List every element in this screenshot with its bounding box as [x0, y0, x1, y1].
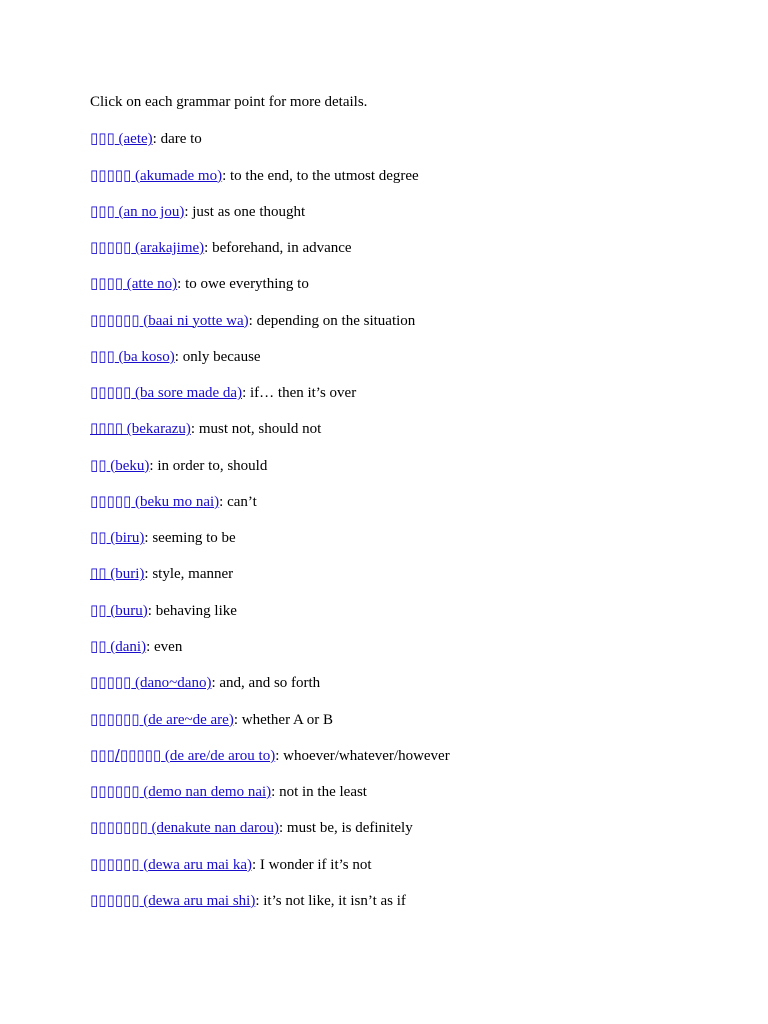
grammar-point-meaning: seeming to be — [152, 530, 236, 547]
grammar-point-meaning: dare to — [160, 131, 202, 148]
grammar-point-japanese: ▯▯▯▯▯ — [90, 491, 132, 510]
grammar-point-romaji: (dewa aru mai ka) — [143, 856, 252, 873]
grammar-point-link[interactable] — [90, 890, 256, 909]
grammar-point-item — [90, 273, 730, 293]
grammar-point-link[interactable] — [90, 820, 279, 836]
grammar-point-romaji: (buru) — [110, 602, 148, 619]
grammar-point-japanese: ▯▯ — [90, 528, 107, 547]
grammar-point-item — [90, 854, 730, 874]
grammar-point-romaji: (akumade mo) — [135, 167, 223, 184]
grammar-point-link[interactable] — [90, 455, 150, 474]
grammar-point-separator: : — [211, 675, 220, 692]
grammar-point-separator: : — [190, 421, 199, 438]
grammar-point-romaji: (dewa aru mai shi) — [143, 892, 256, 909]
grammar-point-meaning: whether A or B — [241, 711, 333, 728]
grammar-point-separator: : — [146, 638, 155, 655]
grammar-point-item — [90, 745, 730, 765]
grammar-point-separator: : — [222, 167, 231, 184]
grammar-point-separator: : — [275, 747, 284, 764]
grammar-point-separator: : — [149, 457, 158, 474]
grammar-point-japanese: ▯▯▯▯▯ — [90, 383, 132, 402]
grammar-point-item — [90, 237, 730, 257]
grammar-point-meaning: beforehand, in advance — [212, 240, 352, 257]
grammar-point-meaning: must not, should not — [198, 421, 322, 438]
grammar-point-separator: : — [271, 784, 280, 801]
grammar-point-romaji: (ba sore made da) — [135, 385, 243, 402]
grammar-point-item — [90, 527, 730, 547]
grammar-point-item — [90, 201, 730, 221]
grammar-point-meaning: to the end, to the utmost degree — [230, 167, 419, 184]
grammar-point-link[interactable] — [90, 131, 153, 147]
grammar-point-separator: : — [144, 530, 153, 547]
grammar-point-link[interactable] — [90, 675, 211, 691]
grammar-point-romaji: (arakajime) — [135, 240, 205, 257]
grammar-point-separator: : — [251, 856, 260, 873]
grammar-point-romaji: (baai ni yotte wa) — [143, 312, 249, 329]
grammar-point-japanese: ▯▯▯▯▯ — [90, 238, 132, 257]
grammar-point-romaji: (beku) — [110, 457, 150, 474]
grammar-point-meaning: not in the least — [279, 784, 367, 801]
intro-text: Click on each grammar point for more details. — [90, 94, 368, 110]
grammar-point-separator: : — [204, 240, 213, 257]
grammar-point-japanese: ▯▯▯▯▯▯ — [90, 310, 140, 329]
grammar-point-japanese: ▯▯ — [90, 564, 107, 583]
grammar-point-separator: : — [242, 385, 250, 402]
grammar-point-romaji: (an no jou) — [118, 203, 185, 220]
grammar-point-separator: : — [184, 203, 193, 220]
grammar-point-item — [90, 346, 730, 366]
grammar-point-romaji: (denakute nan darou) — [151, 820, 279, 837]
grammar-point-romaji: (beku mo nai) — [135, 493, 220, 510]
grammar-point-meaning: can’t — [227, 493, 257, 510]
grammar-point-separator: : — [255, 892, 264, 909]
grammar-point-separator: : — [174, 348, 183, 365]
grammar-point-item — [90, 165, 730, 185]
grammar-point-item — [90, 781, 730, 801]
grammar-point-link[interactable] — [90, 201, 185, 220]
grammar-point-link[interactable] — [90, 566, 144, 582]
grammar-point-japanese: ▯▯▯▯▯▯ — [90, 890, 140, 909]
grammar-point-meaning: behaving like — [155, 602, 237, 619]
grammar-point-link[interactable] — [90, 745, 276, 764]
grammar-point-meaning: style, manner — [152, 566, 234, 583]
grammar-point-japanese: ▯▯ — [90, 600, 107, 619]
grammar-point-japanese: ▯▯▯▯▯▯ — [90, 854, 140, 873]
grammar-point-separator: : — [144, 566, 153, 583]
grammar-point-romaji: (buri) — [110, 566, 145, 583]
grammar-point-item — [90, 563, 730, 583]
grammar-point-link[interactable] — [90, 276, 177, 292]
grammar-point-item — [90, 817, 730, 837]
grammar-point-link[interactable] — [90, 709, 234, 728]
grammar-point-link[interactable] — [90, 165, 223, 184]
grammar-point-separator: : — [278, 820, 287, 837]
grammar-point-item — [90, 455, 730, 475]
grammar-point-item — [90, 418, 730, 438]
grammar-point-meaning: even — [154, 638, 183, 655]
grammar-point-japanese: ▯▯▯ — [90, 129, 115, 148]
grammar-point-romaji: (dani) — [110, 638, 147, 655]
grammar-point-link[interactable] — [90, 636, 147, 655]
grammar-point-link[interactable] — [90, 310, 249, 329]
grammar-point-japanese: ▯▯▯/▯▯▯▯▯ — [90, 745, 162, 764]
grammar-point-separator: : — [147, 602, 156, 619]
grammar-point-list — [90, 128, 730, 910]
grammar-point-item — [90, 636, 730, 656]
grammar-point-japanese: ▯▯▯▯▯▯ — [90, 782, 140, 801]
grammar-point-item — [90, 890, 730, 910]
grammar-point-romaji: (bekarazu) — [126, 421, 191, 438]
grammar-point-japanese: ▯▯▯▯▯ — [90, 165, 132, 184]
grammar-point-separator: : — [233, 711, 242, 728]
document-body — [90, 92, 730, 910]
grammar-point-item — [90, 128, 730, 148]
grammar-point-item — [90, 600, 730, 620]
grammar-point-meaning: only because — [182, 348, 261, 365]
grammar-point-romaji: (atte no) — [126, 276, 178, 293]
grammar-point-link[interactable] — [90, 385, 242, 401]
grammar-point-separator: : — [152, 131, 161, 148]
grammar-point-meaning: and, and so forth — [219, 675, 321, 692]
grammar-point-meaning: depending on the situation — [256, 312, 416, 329]
grammar-point-meaning: I wonder if it’s not — [259, 856, 372, 873]
grammar-point-japanese: ▯▯▯▯▯ — [90, 673, 132, 692]
grammar-point-romaji: (de are/de arou to) — [164, 747, 276, 764]
grammar-point-link[interactable] — [90, 491, 220, 510]
grammar-point-meaning: if… then it’s over — [249, 385, 357, 402]
grammar-point-japanese: ▯▯▯▯ — [90, 274, 124, 293]
grammar-point-japanese: ▯▯▯▯ — [90, 419, 124, 438]
grammar-point-japanese: ▯▯ — [90, 636, 107, 655]
grammar-point-japanese: ▯▯ — [90, 455, 107, 474]
grammar-point-meaning: just as one thought — [192, 203, 306, 220]
grammar-point-romaji: (demo nan demo nai) — [143, 784, 272, 801]
grammar-point-romaji: (ba koso) — [118, 348, 175, 365]
grammar-point-japanese: ▯▯▯▯▯▯ — [90, 709, 140, 728]
grammar-point-meaning: to owe everything to — [185, 276, 309, 293]
grammar-point-japanese: ▯▯▯ — [90, 201, 115, 220]
grammar-point-meaning: whoever/whatever/however — [283, 747, 450, 764]
grammar-point-romaji: (aete) — [118, 131, 153, 148]
grammar-point-meaning: must be, is definitely — [286, 820, 413, 837]
grammar-point-separator: : — [219, 493, 228, 510]
grammar-point-item — [90, 310, 730, 330]
grammar-point-link[interactable] — [90, 346, 175, 365]
grammar-point-separator: : — [248, 312, 257, 329]
grammar-point-item — [90, 709, 730, 729]
grammar-point-item — [90, 491, 730, 511]
grammar-point-link[interactable] — [90, 784, 271, 800]
grammar-point-item — [90, 672, 730, 692]
grammar-point-link[interactable] — [90, 600, 148, 619]
grammar-point-link[interactable] — [90, 530, 144, 546]
grammar-point-meaning: it’s not like, it isn’t as if — [263, 892, 406, 909]
grammar-point-separator: : — [177, 276, 186, 293]
grammar-point-romaji: (dano~dano) — [135, 675, 212, 692]
grammar-point-meaning: in order to, should — [157, 457, 268, 474]
grammar-point-link[interactable] — [90, 421, 191, 437]
grammar-point-romaji: (de are~de are) — [143, 711, 234, 728]
grammar-point-item — [90, 382, 730, 402]
grammar-point-japanese: ▯▯▯▯▯▯▯ — [90, 818, 148, 837]
grammar-point-link[interactable] — [90, 854, 252, 873]
grammar-point-romaji: (biru) — [110, 530, 145, 547]
grammar-point-link[interactable] — [90, 240, 204, 256]
grammar-point-japanese: ▯▯▯ — [90, 346, 115, 365]
